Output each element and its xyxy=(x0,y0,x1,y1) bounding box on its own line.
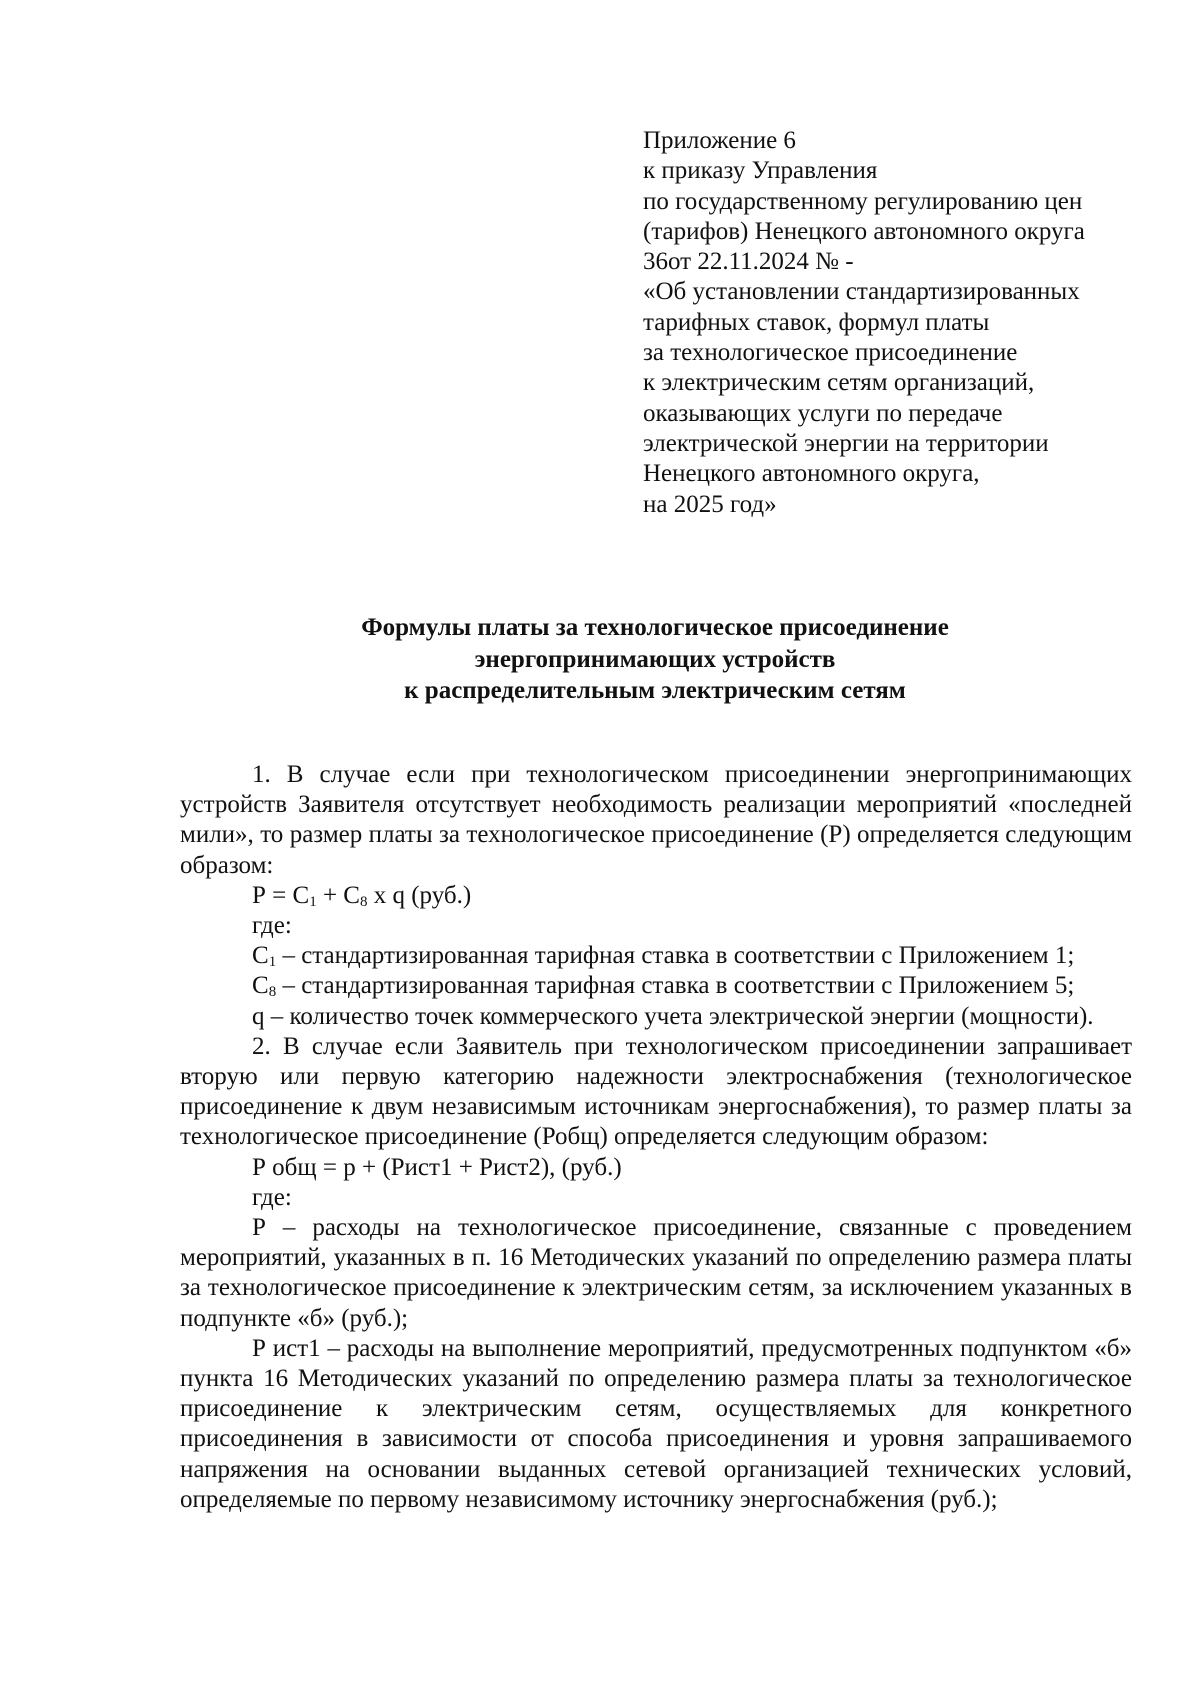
where-label-1: где: xyxy=(252,912,292,940)
appendix-line: на 2025 год» xyxy=(643,490,777,518)
paragraph-1: 1. В случае если при технологическом присоединении энергопринимающих устройств Заявителя отсутствует необходимость реализации мероприятий «последней мили», то размер платы за технологическое присоединение (Р) определяется следующим образом: xyxy=(180,761,1132,879)
title-line: энергопринимающих устройств xyxy=(474,645,836,673)
appendix-line: (тарифов) Ненецкого автономного округа xyxy=(643,217,1085,245)
c1-text: – стандартизированная тарифная ставка в соответствии с Приложением 1; xyxy=(276,942,1075,970)
title-line: к распределительным электрическим сетям xyxy=(404,677,906,704)
definition-c1 xyxy=(180,941,1132,971)
appendix-line: к электрическим сетям организаций, xyxy=(643,369,1035,397)
definition-pist1: Р ист1 – расходы на выполнение мероприятий, предусмотренных подпунктом «б» пункта 16 Методических указаний по определению размера платы за технологическое присоединение к электрическим сетям, осуществляемых для конкретного присоединения в зависимости от способа присоединения и уровня запрашиваемого напряжения на основании выданных сетевой организацией технических условий, определяемые по первому независимому источнику энергоснабжения (руб.); xyxy=(180,1334,1132,1513)
appendix-line: тарифных ставок, формул платы xyxy=(643,308,990,336)
appendix-line: Приложение 6 xyxy=(643,127,796,154)
c1-symbol: С xyxy=(252,942,269,970)
definition-c8 xyxy=(180,971,1132,1001)
appendix-header xyxy=(643,126,1163,520)
appendix-line: по государственному регулированию цен xyxy=(643,187,1083,215)
definition-q: q – количество точек коммерческого учета электрической энергии (мощности). xyxy=(252,1002,1094,1030)
appendix-line: «Об установлении стандартизированных xyxy=(643,278,1080,306)
appendix-line: 36от 22.11.2024 № - xyxy=(643,248,854,276)
definition-p: Р – расходы на технологическое присоединение, связанные с проведением мероприятий, указанных в п. 16 Методических указаний по определению размера платы за технологическое присоединение к электрическим сетям, за исключением указанных в подпункте «б» (руб.); xyxy=(180,1214,1132,1332)
title-line: Формулы платы за технологическое присоединение xyxy=(361,614,949,641)
formula-1-lead: Р = С xyxy=(252,881,310,909)
document-title xyxy=(180,612,1130,707)
appendix-line: к приказу Управления xyxy=(643,157,878,185)
appendix-line: оказывающих услуги по передаче xyxy=(643,399,1003,427)
c8-subscript: 8 xyxy=(268,984,277,1001)
formula-1 xyxy=(180,881,1132,911)
formula-1-mid: + С xyxy=(316,881,360,909)
document-body xyxy=(180,760,1132,1515)
formula-1-sub-8: 8 xyxy=(359,893,368,910)
appendix-line: за технологическое присоединение xyxy=(643,339,1018,367)
formula-1-tail: х q (руб.) xyxy=(367,881,472,909)
formula-1-sub-1: 1 xyxy=(309,893,317,910)
appendix-line: электрической энергии на территории xyxy=(643,429,1049,457)
c1-subscript: 1 xyxy=(268,954,277,971)
paragraph-2: 2. В случае если Заявитель при технологическом присоединении запрашивает вторую или первую категорию надежности электроснабжения (технологическое присоединение к двум независимым источникам энергоснабжения), то размер платы за технологическое присоединение (Робщ) определяется следующим образом: xyxy=(180,1032,1132,1151)
c8-text: – стандартизированная тарифная ставка в соответствии с Приложением 5; xyxy=(276,972,1075,1000)
formula-2: Р общ = р + (Рист1 + Рист2), (руб.) xyxy=(252,1153,622,1181)
appendix-line: Ненецкого автономного округа, xyxy=(643,460,980,488)
c8-symbol: С xyxy=(252,972,269,1000)
where-label-2: где: xyxy=(252,1183,292,1211)
